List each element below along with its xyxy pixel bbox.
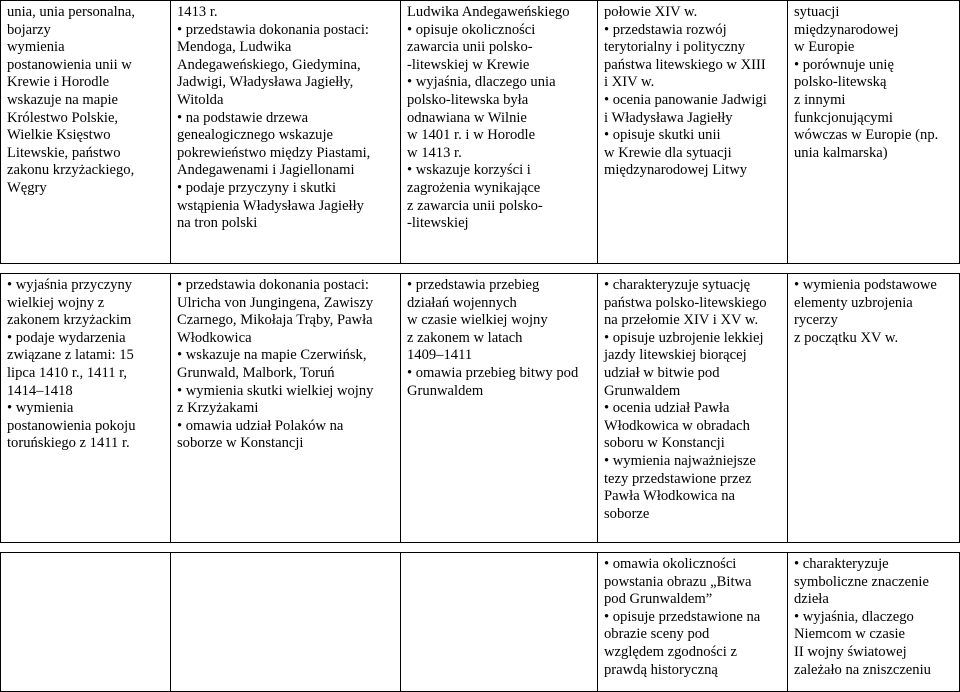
cell-text-line: Andegaweńskiego, Giedymina, (177, 56, 361, 73)
cell-text-line: z innymi (794, 91, 846, 108)
cell-text-line: Niemcom w czasie (794, 626, 906, 643)
cell-text-line: Ulricha von Jungingena, Zawiszy (177, 294, 374, 311)
cell-text-line: z zakonem w latach (407, 329, 523, 346)
cell-text-line: Andegawenami i Jagiellonami (177, 162, 355, 179)
cell-text-line: w 1401 r. i w Horodle (407, 127, 536, 144)
table-cell (400, 0, 598, 264)
cell-text-line: w czasie wielkiej wojny (407, 312, 548, 329)
cell-text-line: zakonem krzyżackim (7, 312, 132, 329)
cell-text-line: • omawia udział Polaków na (177, 417, 344, 434)
cell-text-line: funkcjonującymi (794, 109, 893, 126)
cell-text-line: • ocenia udział Pawła (604, 400, 730, 417)
cell-text-line: wymienia (7, 39, 65, 56)
cell-text-line: powstania obrazu „Bitwa (604, 573, 752, 590)
cell-text-line: • wskazuje na mapie Czerwińsk, (177, 347, 367, 364)
cell-text-line: wskazuje na mapie (7, 91, 119, 108)
cell-text-line: soborze w Konstancji (177, 435, 304, 452)
cell-text-line: jazdy litewskiej biorącej (604, 347, 747, 364)
cell-text-line: unia, unia personalna, (7, 4, 136, 20)
cell-text-line: z zawarcia unii polsko- (407, 197, 543, 214)
cell-text-line: Włodkowica (177, 329, 252, 346)
cell-text-line: Włodkowica w obradach (604, 417, 750, 434)
cell-text-line: lipca 1410 r., 1411 r, (7, 364, 128, 381)
cell-text-line: wówczas w Europie (np. (794, 127, 939, 144)
cell-text-line: 1413 r. (177, 4, 218, 20)
cell-text-line: w Europie (794, 39, 855, 56)
table-cell (170, 552, 401, 692)
cell-text-line: soborze (604, 505, 650, 522)
table-cell (400, 273, 598, 543)
cell-text-line: obrazie sceny pod (604, 626, 710, 643)
cell-text-line: • podaje wydarzenia (7, 329, 126, 346)
cell-text-line: • przedstawia dokonania postaci: (177, 277, 369, 293)
cell-text-line: Witolda (177, 91, 224, 108)
cell-text-line: wstąpienia Władysława Jagiełły (177, 197, 364, 214)
cell-text-line: • przedstawia przebieg (407, 277, 540, 293)
table-cell (787, 552, 960, 692)
cell-text-line: toruńskiego z 1411 r. (7, 435, 130, 452)
cell-text-line: na tron polski (177, 215, 258, 232)
cell-text-line: elementy uzbrojenia (794, 294, 913, 311)
cell-text-line: 1409–1411 (407, 347, 473, 364)
cell-text-line: polsko-litewska była (407, 91, 529, 108)
cell-text-line: połowie XIV w. (604, 4, 698, 20)
cell-text-line: postanowienia unii w (7, 56, 132, 73)
cell-text-line: genealogicznego wskazuje (177, 127, 333, 144)
cell-text-line: -litewskiej (407, 215, 469, 232)
cell-text-line: • wyjaśnia, dlaczego (794, 608, 914, 625)
cell-text-line: • podaje przyczyny i skutki (177, 179, 337, 196)
cell-text-line: • przedstawia rozwój (604, 21, 727, 38)
cell-text-line: zagrożenia wynikające (407, 179, 541, 196)
cell-text-line: Grunwaldem (604, 382, 681, 399)
cell-text-line: terytorialny i polityczny (604, 39, 746, 56)
cell-text-line: Litewskie, państwo (7, 144, 121, 161)
cell-text-line: z początku XV w. (794, 329, 899, 346)
cell-text-line: • na podstawie drzewa (177, 109, 309, 126)
cell-text-line: • wskazuje korzyści i (407, 162, 531, 179)
cell-text-line: polsko-litewską (794, 74, 887, 91)
cell-text-line: bojarzy (7, 21, 51, 38)
table-cell (597, 552, 788, 692)
cell-text-line: Królestwo Polskie, (7, 109, 119, 126)
cell-text-line: • wymienia (7, 400, 74, 417)
cell-text-line: względem zgodności z (604, 643, 737, 660)
table-cell (787, 0, 960, 264)
cell-text-line: • przedstawia dokonania postaci: (177, 21, 369, 38)
table-cell (597, 273, 788, 543)
cell-text-line: i Władysława Jagiełły (604, 109, 733, 126)
cell-text-line: Krewie i Horodle (7, 74, 110, 91)
cell-text-line: • charakteryzuje (794, 556, 889, 572)
cell-text-line: unia kalmarska) (794, 144, 888, 161)
table-cell (787, 273, 960, 543)
cell-text-line: • wymienia najważniejsze (604, 452, 756, 469)
cell-text-line: Mendoga, Ludwika (177, 39, 292, 56)
cell-text-line: i XIV w. (604, 74, 655, 91)
cell-text-line: • opisuje przedstawione na (604, 608, 761, 625)
cell-text-line: Ludwika Andegaweńskiego (407, 4, 570, 20)
cell-text-line: Czarnego, Mikołaja Trąby, Pawła (177, 312, 373, 329)
cell-text-line: • wyjaśnia, dlaczego unia (407, 74, 556, 91)
cell-text-line: • wyjaśnia przyczyny (7, 277, 133, 293)
cell-text-line: rycerzy (794, 312, 838, 329)
table-cell (0, 552, 171, 692)
cell-text-line: zależało na zniszczeniu (794, 661, 931, 678)
cell-text-line: • charakteryzuje sytuację (604, 277, 751, 293)
cell-text-line: pod Grunwaldem” (604, 591, 713, 608)
cell-text-line: • wymienia podstawowe (794, 277, 937, 293)
cell-text-line: odnawiana w Wilnie (407, 109, 527, 126)
table-row-3 (0, 552, 960, 692)
table-cell (170, 0, 401, 264)
cell-text-line: • porównuje unię (794, 56, 894, 73)
cell-text-line: dzieła (794, 591, 829, 608)
cell-text-line: • opisuje uzbrojenie lekkiej (604, 329, 764, 346)
cell-text-line: soboru w Konstancji (604, 435, 725, 452)
cell-text-line: w Krewie dla sytuacji (604, 144, 732, 161)
table-row-1 (0, 0, 960, 264)
table-row-2 (0, 273, 960, 543)
cell-text-line: międzynarodowej Litwy (604, 162, 748, 179)
table-cell (0, 0, 171, 264)
table-cell (400, 552, 598, 692)
cell-text-line: Grunwald, Malbork, Toruń (177, 364, 335, 381)
cell-text-line: międzynarodowej (794, 21, 899, 38)
cell-text-line: II wojny światowej (794, 643, 907, 660)
cell-text-line: związane z latami: 15 (7, 347, 134, 364)
cell-text-line: pokrewieństwo między Piastami, (177, 144, 371, 161)
cell-text-line: zakonu krzyżackiego, (7, 162, 135, 179)
table-cell (170, 273, 401, 543)
cell-text-line: prawdą historyczną (604, 661, 718, 678)
cell-text-line: sytuacji (794, 4, 840, 20)
cell-text-line: udział w bitwie pod (604, 364, 720, 381)
cell-text-line: postanowienia pokoju (7, 417, 136, 434)
cell-text-line: z Krzyżakami (177, 400, 259, 417)
cell-text-line: na przełomie XIV i XV w. (604, 312, 759, 329)
cell-text-line: • opisuje okoliczności (407, 21, 536, 38)
cell-text-line: w 1413 r. (407, 144, 462, 161)
cell-text-line: państwa litewskiego w XIII (604, 56, 766, 73)
cell-text-line: • omawia przebieg bitwy pod (407, 364, 579, 381)
cell-text-line: • opisuje skutki unii (604, 127, 721, 144)
table-cell (0, 273, 171, 543)
cell-text-line: • omawia okoliczności (604, 556, 737, 572)
cell-text-line: Węgry (7, 179, 47, 196)
cell-text-line: • wymienia skutki wielkiej wojny (177, 382, 374, 399)
cell-text-line: Pawła Włodkowica na (604, 488, 736, 505)
cell-text-line: 1414–1418 (7, 382, 73, 399)
cell-text-line: Jadwigi, Władysława Jagiełły, (177, 74, 354, 91)
cell-text-line: zawarcia unii polsko- (407, 39, 533, 56)
cell-text-line: wielkiej wojny z (7, 294, 105, 311)
cell-text-line: państwa polsko-litewskiego (604, 294, 767, 311)
cell-text-line: działań wojennych (407, 294, 517, 311)
cell-text-line: -litewskiej w Krewie (407, 56, 530, 73)
table-cell (597, 0, 788, 264)
cell-text-line: • ocenia panowanie Jadwigi (604, 91, 767, 108)
cell-text-line: Grunwaldem (407, 382, 484, 399)
cell-text-line: Wielkie Księstwo (7, 127, 111, 144)
cell-text-line: tezy przedstawione przez (604, 470, 752, 487)
cell-text-line: symboliczne znaczenie (794, 573, 929, 590)
